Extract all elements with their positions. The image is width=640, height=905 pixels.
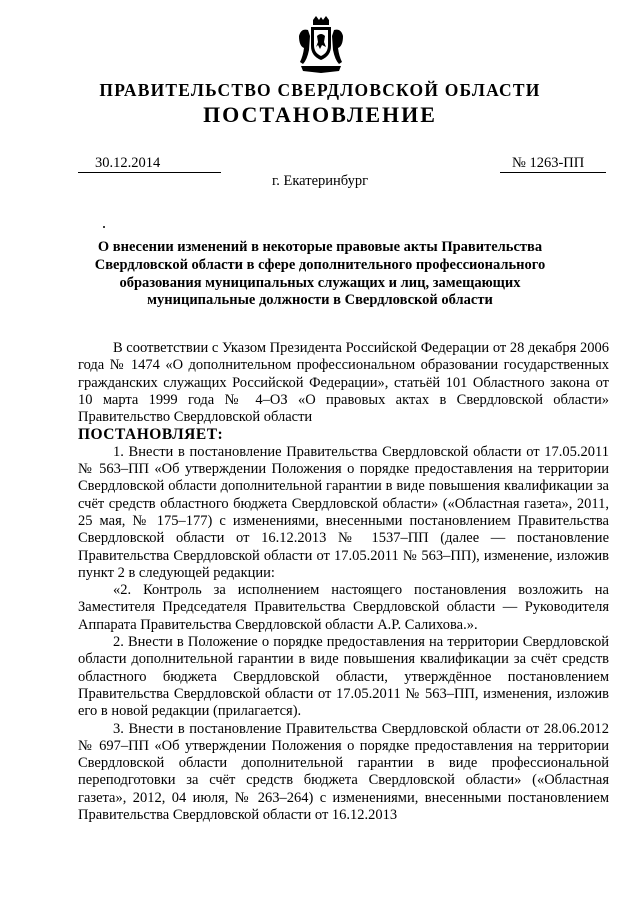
document-title: О внесении изменений в некоторые правовые акты Правительства Свердловской области в сфере дополнительного профессионального образования муниципальных служащих и лиц, замещающих муниципальные должности в Свердловской области [94,239,546,309]
document-date: 30.12.2014 [78,155,221,173]
document-number: № 1263-ПП [500,155,606,173]
document-type: ПОСТАНОВЛЕНИЕ [203,102,437,127]
paragraph-2: 2. Внести в Положение о порядке предоставления на территории Свердловской области дополнительной гарантии в виде повышения квалификации за счёт средств областного бюджета Свердловской области, утверждённое постановлением Правительства Свердловской области от 17.05.2011 № 563–ПП, изменения, изложив его в новой редакции (прилагается). [78,634,609,720]
preamble-paragraph: В соответствии с Указом Президента Российской Федерации от 28 декабря 2006 года № 1474 «О дополнительном профессиональном образовании государственных гражданских служащих Российской Федерации», статьёй 101 Областного закона от 10 марта 1999 года № 4–ОЗ «О правовых актах в Свердловской области» Правительство Свердловской области [78,340,609,426]
paragraph-1-quote: «2. Контроль за исполнением настоящего постановления возложить на Заместителя Председателя Правительства Свердловской области — Руководителя Аппарата Правительства Свердловской области А.Р. Салихова.». [78,582,609,633]
stray-dot [103,226,105,228]
paragraph-1: 1. Внести в постановление Правительства Свердловской области от 17.05.2011 № 563–ПП «Об утверждении Положения о порядке предоставления на территории Свердловской области дополнительной гарантии в виде повышения квалификации за счёт средств областного бюджета Свердловской области» («Областная газета», 2011, 25 мая, № 175–177) с изменениями, внесенными постановлением Правительства Свердловской области от 16.12.2013 № 1537–ПП (далее — постановление Правительства Свердловской области от 17.05.2011 № 563–ПП), изменение, изложив пункт 2 в следующей редакции: [78,443,609,581]
organization-name: ПРАВИТЕЛЬСТВО СВЕРДЛОВСКОЙ ОБЛАСТИ [99,80,541,100]
coat-of-arms-emblem [295,16,347,74]
paragraph-3: 3. Внести в постановление Правительства Свердловской области от 28.06.2012 № 697–ПП «Об утверждении Положения о порядке предоставления на территории Свердловской области дополнительной гарантии в виде профессиональной переподготовки за счёт средств бюджета Свердловской области» («Областная газета», 2012, 04 июля, № 263–264) с изменениями, внесенными постановлением Правительства Свердловской области от 16.12.2013 [78,720,609,824]
document-body [78,340,609,824]
decree-heading: ПОСТАНОВЛЯЕТ: [78,426,224,444]
document-city: г. Екатеринбург [271,173,369,189]
